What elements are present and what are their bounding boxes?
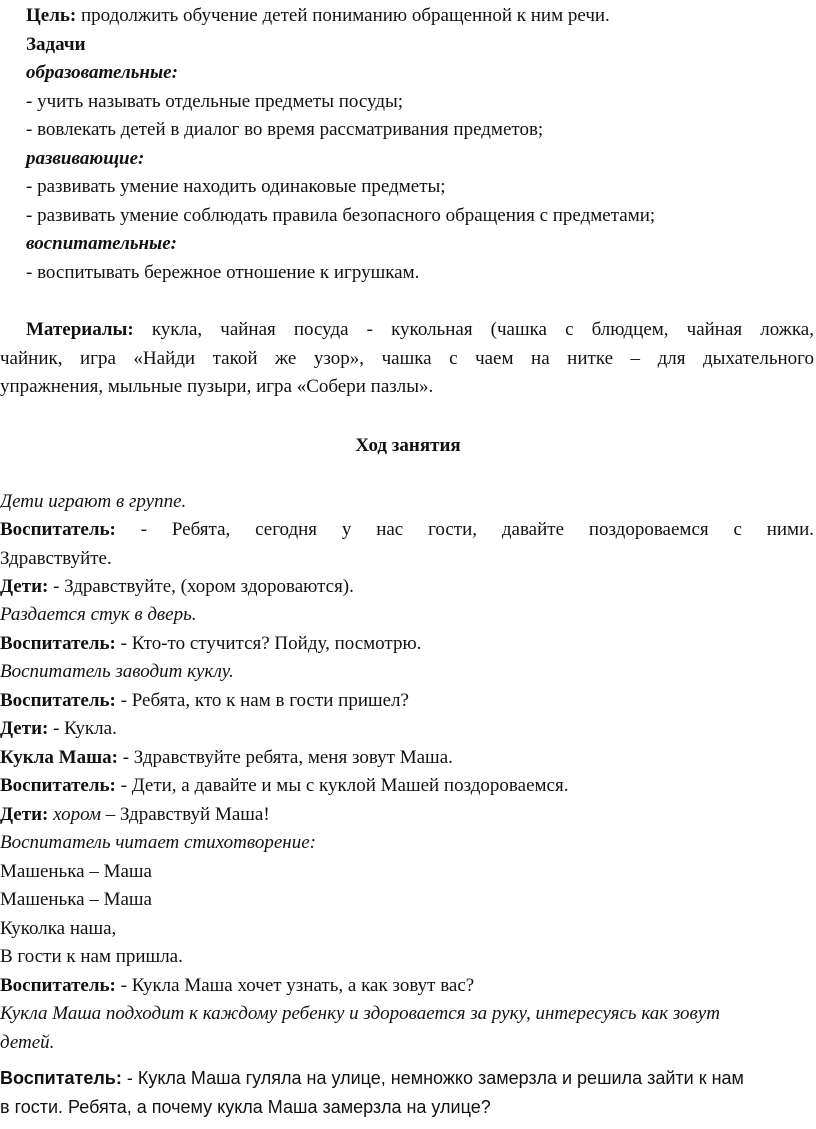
- task-item: - учить называть отдельные предметы посуды;: [26, 91, 404, 112]
- upbringing-label: воспитательные:: [26, 233, 177, 254]
- dialogue-line: Воспитатель: - Кукла Маша гуляла на улице, немножко замерзла и решила зайти к нам: [0, 1068, 744, 1088]
- dialogue-line: Здравствуйте.: [0, 548, 112, 569]
- poem-line: В гости к нам пришла.: [0, 946, 183, 967]
- speaker-label: Воспитатель:: [0, 690, 116, 711]
- dialogue-line: Кукла Маша: - Здравствуйте ребята, меня зовут Маша.: [0, 747, 453, 768]
- goal-text: продолжить обучение детей пониманию обращенной к ним речи.: [76, 5, 610, 26]
- materials-line-2: чайник, игра «Найди такой же узор», чашка с чаем на нитке – для дыхательного: [0, 348, 814, 369]
- task-item: - вовлекать детей в диалог во время рассматривания предметов;: [26, 119, 544, 140]
- tasks-heading: Задачи: [26, 34, 86, 55]
- task-item: - развивать умение соблюдать правила безопасного обращения с предметами;: [26, 205, 656, 226]
- dialogue-line: Дети: - Кукла.: [0, 718, 117, 739]
- stage-direction: Воспитатель читает стихотворение:: [0, 832, 316, 853]
- goal-label: Цель:: [26, 5, 77, 26]
- dialogue-line: Воспитатель: - Ребята, кто к нам в гости пришел?: [0, 690, 409, 711]
- speaker-label: Дети:: [0, 576, 49, 597]
- materials-label: Материалы:: [26, 319, 134, 340]
- stage-direction: детей.: [0, 1032, 55, 1053]
- task-item: - воспитывать бережное отношение к игрушкам.: [26, 262, 420, 283]
- dialogue-line: в гости. Ребята, а почему кукла Маша замерзла на улице?: [0, 1097, 491, 1117]
- dialogue-line: Воспитатель: - Ребята, сегодня у нас гости, давайте поздороваемся с ними.: [0, 519, 814, 540]
- dialogue-line: Воспитатель: - Кукла Маша хочет узнать, а как зовут вас?: [0, 975, 475, 996]
- poem-line: Машенька – Маша: [0, 889, 152, 910]
- speaker-label: Воспитатель:: [0, 633, 116, 654]
- stage-direction: Дети играют в группе.: [0, 491, 187, 512]
- task-item: - развивать умение находить одинаковые предметы;: [26, 176, 446, 197]
- developing-label: развивающие:: [26, 148, 145, 169]
- dialogue-line: Дети: хором – Здравствуй Маша!: [0, 804, 270, 825]
- materials-line-1: Материалы: кукла, чайная посуда - кукольная (чашка с блюдцем, чайная ложка,: [26, 319, 814, 340]
- stage-direction: Воспитатель заводит куклу.: [0, 661, 234, 682]
- speaker-label: Воспитатель:: [0, 519, 116, 540]
- dialogue-line: Дети: - Здравствуйте, (хором здороваются).: [0, 576, 354, 597]
- speaker-label: Дети:: [0, 718, 49, 739]
- materials-line-3: упражнения, мыльные пузыри, игра «Собери пазлы».: [0, 376, 434, 397]
- goal-line: [26, 4, 610, 28]
- lesson-heading: Ход занятия: [355, 435, 461, 456]
- dialogue-line: Воспитатель: - Дети, а давайте и мы с куклой Машей поздороваемся.: [0, 775, 569, 796]
- poem-line: Машенька – Маша: [0, 861, 152, 882]
- dialogue-line: Воспитатель: - Кто-то стучится? Пойду, посмотрю.: [0, 633, 422, 654]
- speaker-label: Воспитатель:: [0, 1068, 122, 1088]
- speaker-label: Воспитатель:: [0, 975, 116, 996]
- speaker-label: Кукла Маша:: [0, 747, 118, 768]
- educational-label: образовательные:: [26, 62, 178, 83]
- poem-line: Куколка наша,: [0, 918, 117, 939]
- speaker-label: Воспитатель:: [0, 775, 116, 796]
- speaker-label: Дети:: [0, 804, 49, 825]
- stage-direction: Кукла Маша подходит к каждому ребенку и здоровается за руку, интересуясь как зовут: [0, 1003, 720, 1024]
- stage-direction: Раздается стук в дверь.: [0, 604, 197, 625]
